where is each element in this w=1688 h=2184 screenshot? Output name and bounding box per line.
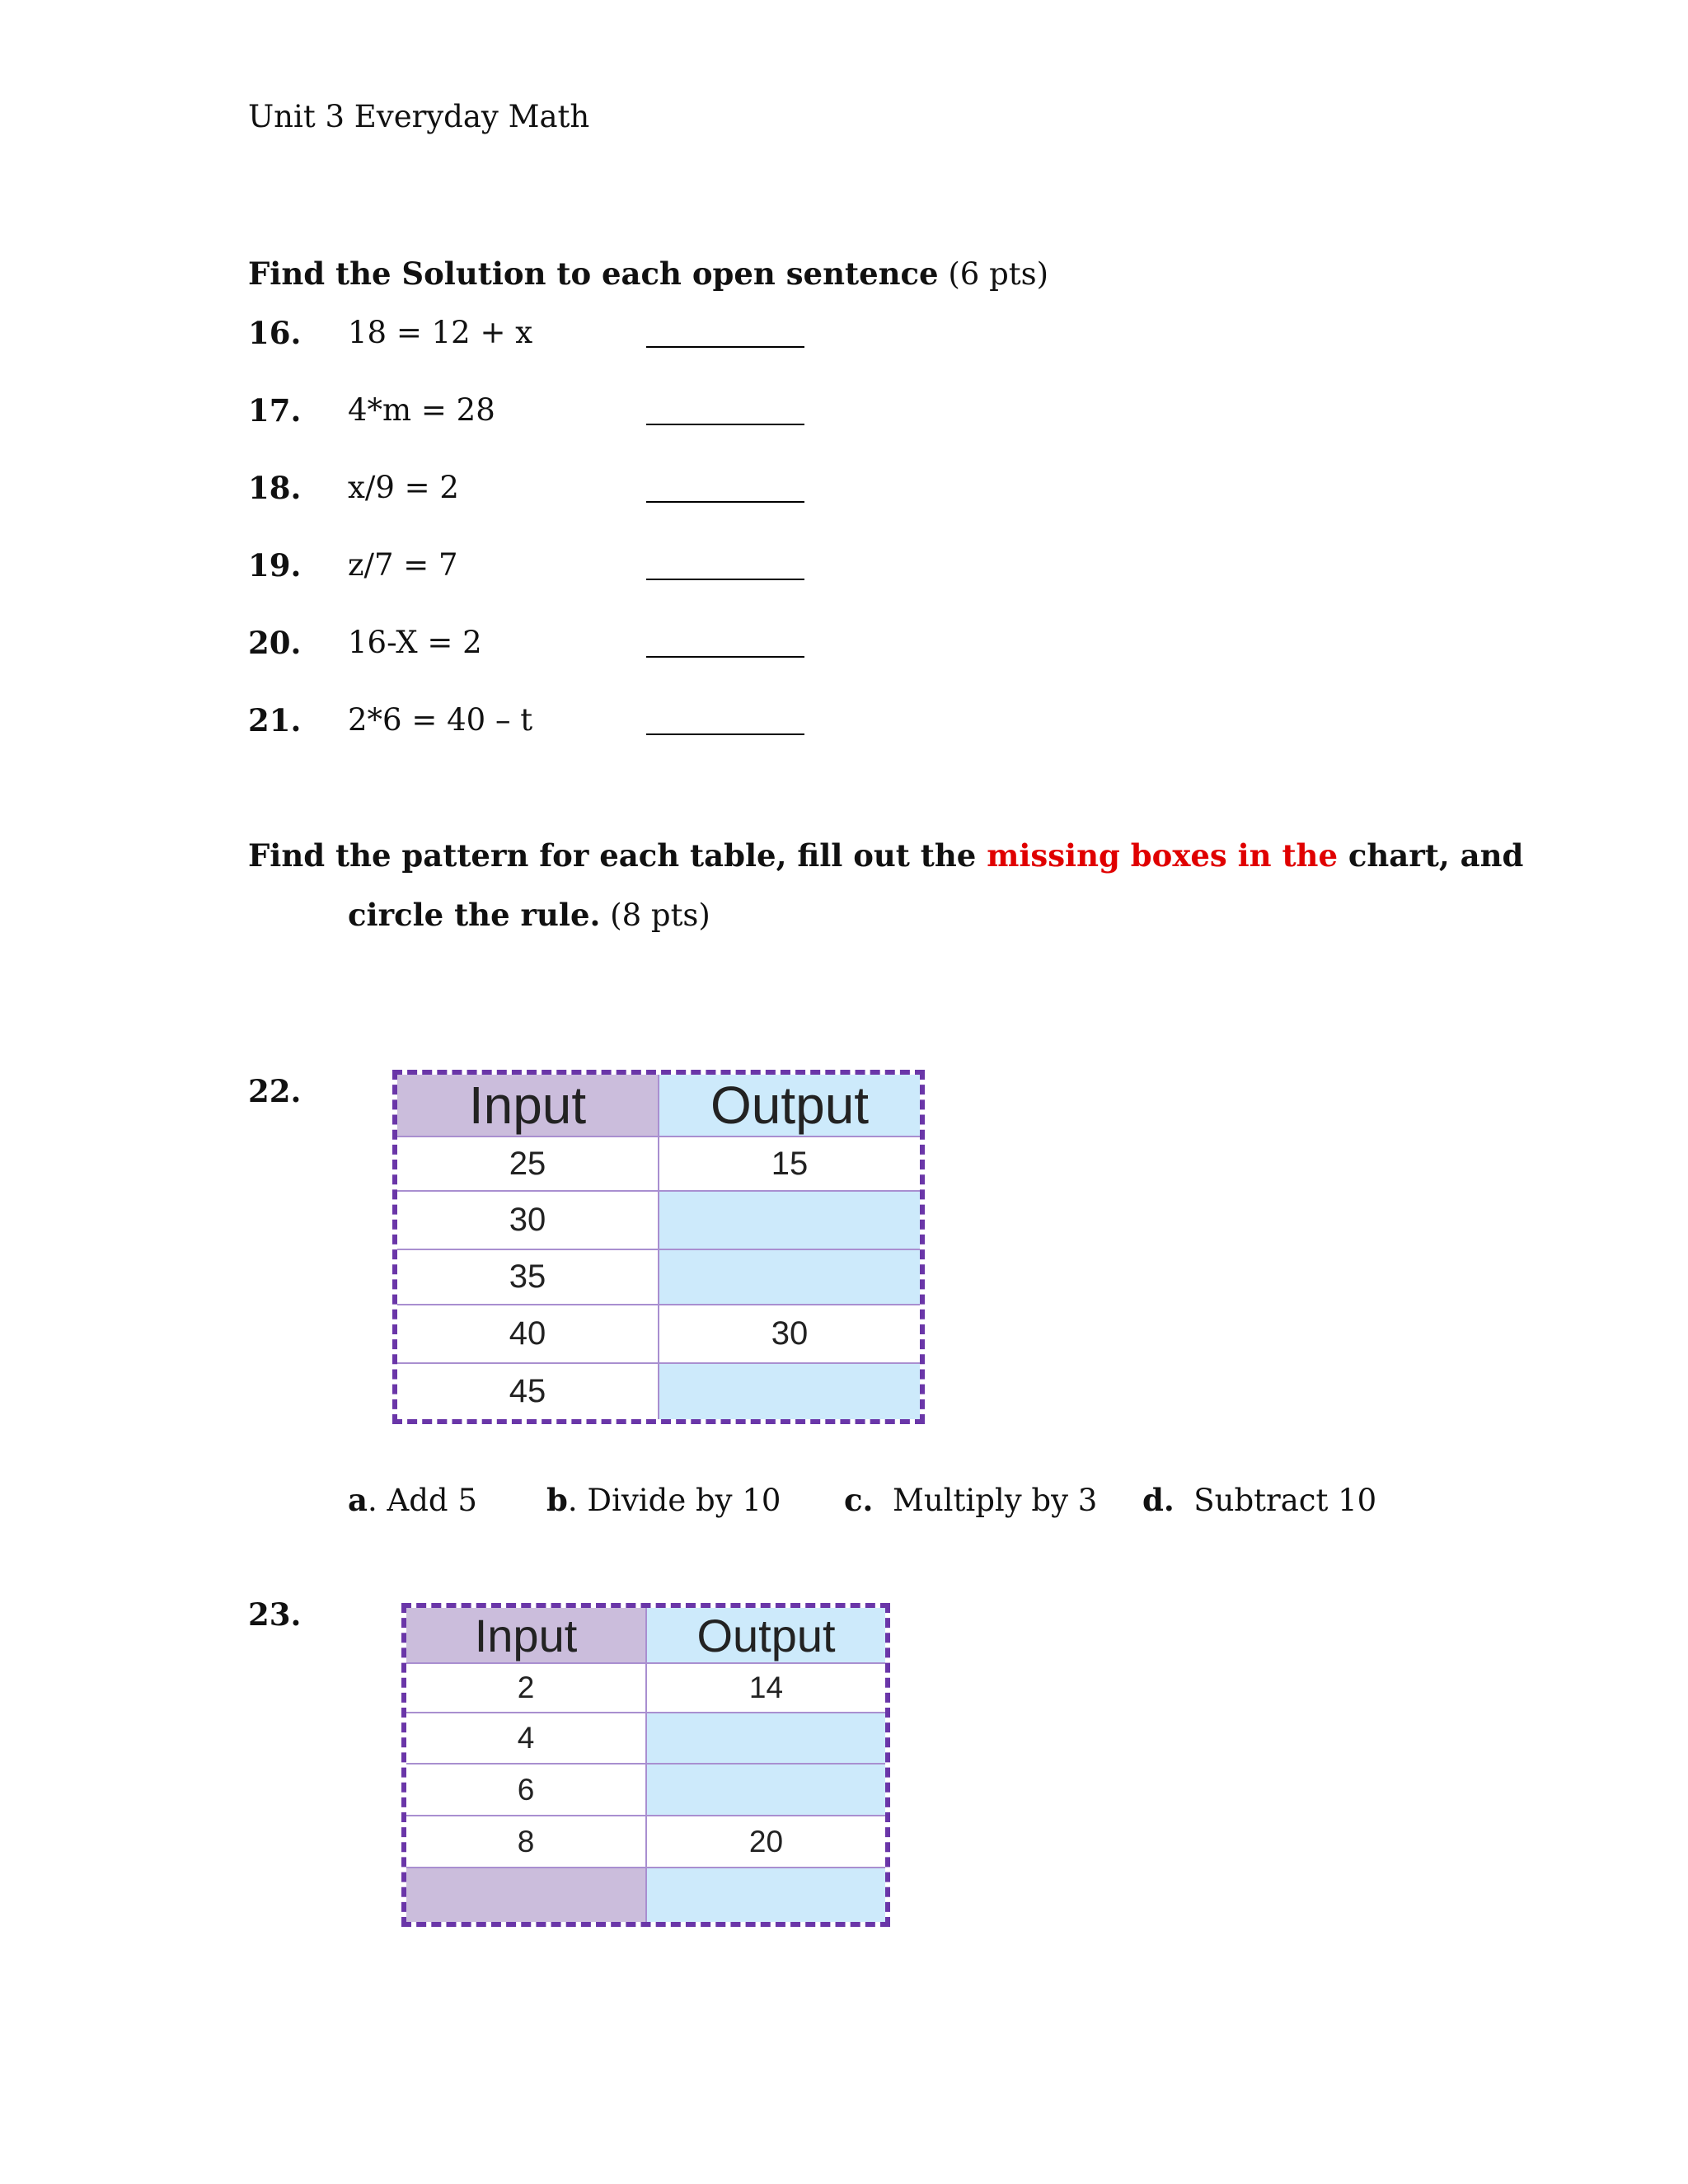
answer-blank[interactable] (646, 733, 804, 735)
choice-separator: . (367, 1483, 377, 1518)
problem-number: 19. (248, 547, 302, 583)
problem-number: 18. (248, 470, 302, 506)
output-cell: 30 (659, 1305, 920, 1364)
choice-text: Divide by 10 (577, 1483, 781, 1518)
problem-21 (248, 702, 301, 738)
choice-letter: a (348, 1482, 368, 1518)
problem-17 (248, 392, 301, 429)
section1-points: (6 pts) (948, 256, 1049, 292)
choice-b[interactable] (546, 1482, 781, 1518)
input-output-table-22 (392, 1070, 925, 1424)
choice-letter: d. (1142, 1482, 1175, 1518)
section2-heading-line2-text: circle the rule. (348, 897, 601, 933)
output-blank-cell[interactable] (659, 1192, 920, 1250)
input-cell: 30 (397, 1192, 659, 1250)
output-header: Output (659, 1075, 920, 1137)
section2-points: (8 pts) (610, 898, 710, 933)
choice-text: Multiply by 3 (873, 1483, 1098, 1518)
input-header: Input (397, 1075, 659, 1137)
output-header: Output (647, 1608, 885, 1664)
answer-blank[interactable] (646, 501, 804, 503)
input-cell: 25 (397, 1137, 659, 1192)
problem-equation: 2*6 = 40 – t (348, 702, 533, 738)
choice-text: Add 5 (377, 1483, 477, 1518)
problem-number: 23. (248, 1596, 302, 1633)
input-cell: 45 (397, 1364, 659, 1419)
problem-number: 22. (248, 1073, 302, 1109)
answer-blank[interactable] (646, 656, 804, 658)
input-cell: 8 (406, 1816, 647, 1868)
input-blank-cell[interactable] (406, 1868, 647, 1922)
choice-letter: c. (844, 1482, 874, 1518)
problem-equation: 16-X = 2 (348, 625, 482, 660)
input-cell: 6 (406, 1765, 647, 1816)
problem-equation: z/7 = 7 (348, 547, 458, 583)
problem-18 (248, 470, 301, 506)
problem-number: 16. (248, 315, 302, 351)
choice-text: Subtract 10 (1174, 1483, 1377, 1518)
problem-22-number (248, 1073, 301, 1109)
input-cell: 35 (397, 1250, 659, 1305)
input-cell: 2 (406, 1664, 647, 1713)
output-cell: 20 (647, 1816, 885, 1868)
input-cell: 40 (397, 1305, 659, 1364)
output-blank-cell[interactable] (647, 1765, 885, 1816)
choice-letter: b (546, 1482, 568, 1518)
choice-separator: . (567, 1483, 578, 1518)
input-header: Input (406, 1608, 647, 1664)
section2-heading-part2: chart, and (1338, 837, 1524, 874)
section1-heading-text: Find the Solution to each open sentence (248, 255, 939, 292)
section2-heading-highlight: missing boxes in the (987, 837, 1338, 874)
answer-blank[interactable] (646, 579, 804, 580)
problem-23-number (248, 1596, 301, 1633)
choice-a[interactable] (348, 1482, 477, 1518)
document-header: Unit 3 Everyday Math (248, 99, 590, 134)
section2-heading (248, 837, 1523, 874)
problem-number: 20. (248, 625, 302, 661)
section2-heading-line2 (348, 897, 710, 933)
answer-blank[interactable] (646, 424, 804, 425)
problem-number: 17. (248, 392, 302, 429)
output-cell: 15 (659, 1137, 920, 1192)
output-cell: 14 (647, 1664, 885, 1713)
problem-equation: 18 = 12 + x (348, 315, 533, 350)
problem-number: 21. (248, 702, 302, 738)
problem-equation: x/9 = 2 (348, 470, 459, 505)
output-blank-cell[interactable] (647, 1713, 885, 1765)
input-output-table-23 (401, 1603, 890, 1927)
choice-c[interactable] (844, 1482, 1097, 1518)
section1-heading (248, 255, 1048, 292)
output-blank-cell[interactable] (647, 1868, 885, 1922)
output-blank-cell[interactable] (659, 1250, 920, 1305)
problem-19 (248, 547, 301, 583)
problem-16 (248, 315, 301, 351)
choice-d[interactable] (1142, 1482, 1376, 1518)
problem-20 (248, 625, 301, 661)
input-cell: 4 (406, 1713, 647, 1765)
section2-heading-part1: Find the pattern for each table, fill out the (248, 837, 987, 874)
problem-equation: 4*m = 28 (348, 392, 495, 428)
answer-blank[interactable] (646, 346, 804, 348)
output-blank-cell[interactable] (659, 1364, 920, 1419)
